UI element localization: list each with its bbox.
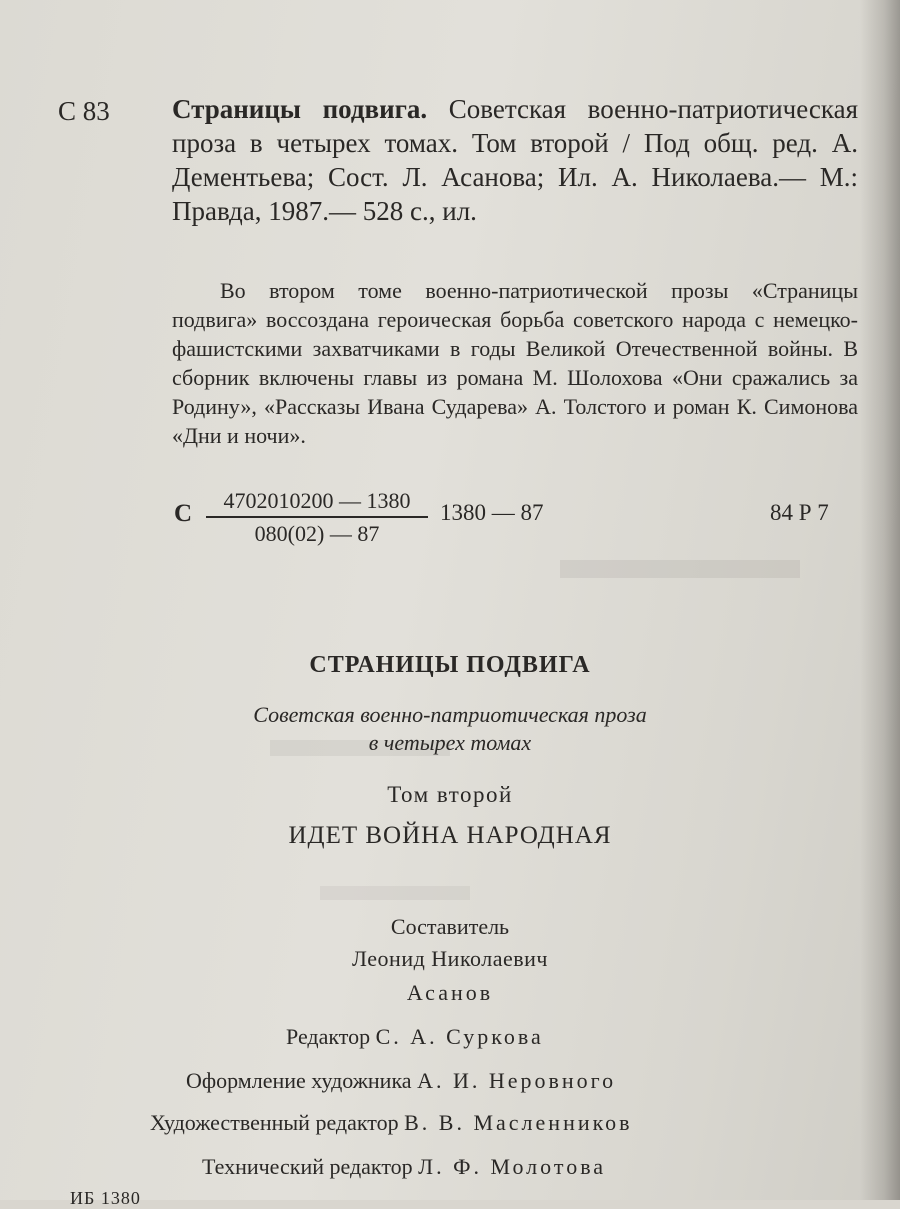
compiler-surname: Асанов (406, 980, 494, 1005)
formula-right-part: 1380 — 87 (440, 500, 544, 525)
fraction-bar (206, 516, 428, 518)
credit-design (186, 1068, 616, 1094)
formula-denominator: 080(02) — 87 (254, 521, 380, 546)
formula-fraction (206, 488, 428, 547)
credit-tech-name: Л. Ф. Молотова (418, 1154, 607, 1179)
catalog-bibliographic-text: Советская военно-патриотическая проза в четырех томах. Том второй / Под общ. ред. А. Дементьева; Сост. Л. Асанова; Ил. А. Николаева.— М.: Правда, 1987.— 528 с., ил. (172, 94, 858, 226)
credit-tech-role: Технический редактор (202, 1154, 413, 1179)
credit-editor-name: С. А. Суркова (375, 1024, 544, 1049)
volume-number: Том второй (387, 782, 513, 807)
credit-editor-role: Редактор (286, 1024, 371, 1049)
book-title: СТРАНИЦЫ ПОДВИГА (309, 652, 591, 678)
compiler-label: Составитель (390, 914, 510, 939)
credit-design-name: А. И. Неровного (417, 1068, 617, 1093)
catalog-description (172, 92, 858, 228)
formula-letter: С (174, 500, 193, 527)
formula-numerator: 4702010200 — 1380 (223, 488, 411, 513)
page-shadow-edge (860, 0, 900, 1200)
show-through-ghost (560, 560, 800, 578)
credit-design-role: Оформление художника (186, 1068, 412, 1093)
compiler-name: Леонид Николаевич (352, 946, 548, 971)
credit-editor (286, 1024, 544, 1050)
subtitle-line-1: Советская военно-патриотическая проза (253, 702, 647, 727)
credit-art-role: Художественный редактор (150, 1110, 399, 1135)
bbk-code: 84 Р 7 (770, 500, 829, 525)
credit-art-editor (150, 1110, 633, 1136)
subtitle-line-2: в четырех томах (368, 730, 532, 755)
credit-tech-editor (202, 1154, 606, 1180)
catalog-code: С 83 (58, 96, 110, 126)
annotation-paragraph: Во втором томе военно-патриотической прозы «Страницы подвига» воссоздана героическая борьба советского народа с немецко-фашистскими захватчиками в годы Великой Отечественной войны. В сборник включены главы из романа М. Шолохова «Они сражались за Родину», «Рассказы Ивана Сударева» А. Толстого и роман К. Симонова «Дни и ночи». (172, 278, 858, 448)
show-through-ghost (320, 886, 470, 900)
catalog-title: Страницы подвига. (172, 94, 428, 124)
credit-art-name: В. В. Масленников (404, 1110, 633, 1135)
volume-title: ИДЕТ ВОЙНА НАРОДНАЯ (288, 822, 612, 849)
footer-code: ИБ 1380 (70, 1188, 141, 1208)
